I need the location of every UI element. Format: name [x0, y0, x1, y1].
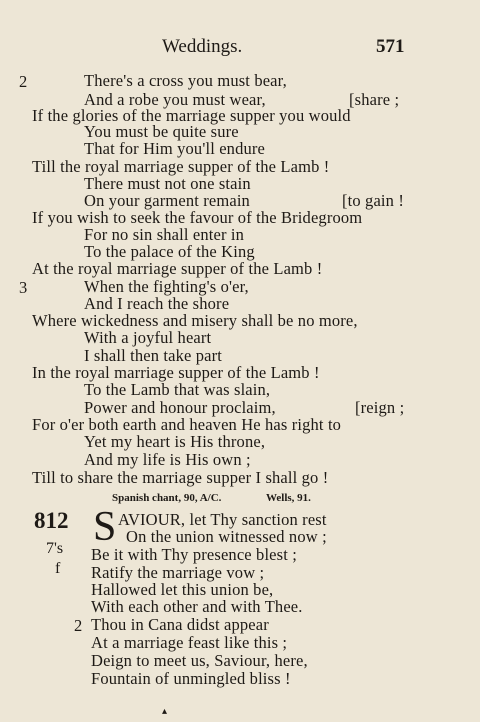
hymn-line: At the royal marriage supper of the Lamb ! [32, 259, 323, 278]
hymn-line-turnover: [to gain ! [342, 191, 404, 210]
hymn-line: Till to share the marriage supper I shall go ! [32, 468, 329, 487]
hymn-number: 812 [34, 508, 69, 533]
hymn-line: With each other and with Thee. [91, 597, 303, 616]
verse-number: 3 [19, 278, 28, 297]
running-header-title: Weddings. [162, 36, 243, 57]
hymn-line: You must be quite sure [84, 122, 239, 141]
hymn-line: With a joyful heart [84, 328, 212, 347]
hymn-line: Hallowed let this union be, [91, 580, 274, 599]
hymn-line: AVIOUR, let Thy sanction rest [118, 510, 327, 529]
hymn-line: And my life is His own ; [84, 450, 251, 469]
hymn-line: And a robe you must wear, [84, 90, 266, 109]
hymn-line: On the union witnessed now ; [126, 527, 327, 546]
tune-source: Wells, 91. [266, 492, 311, 504]
hymn-line: Power and honour proclaim, [84, 398, 276, 417]
tune-info: Spanish chant, 90, A/C. [112, 492, 222, 504]
hymn-line: There's a cross you must bear, [84, 71, 287, 90]
hymn-line: For o'er both earth and heaven He has right to [32, 415, 342, 434]
hymn-line: Fountain of unmingled bliss ! [91, 669, 291, 688]
hymn-line: Where wickedness and misery shall be no more, [32, 311, 358, 330]
hymn-line: That for Him you'll endure [84, 139, 265, 158]
dynamic-marking: f [55, 560, 61, 577]
hymn-line: Till the royal marriage supper of the Lamb ! [32, 157, 330, 176]
verse-number: 2 [74, 616, 83, 635]
hymn-line: If the glories of the marriage supper you would [32, 106, 351, 125]
hymn-line: At a marriage feast like this ; [91, 633, 288, 652]
hymn-line: Ratify the marriage vow ; [91, 563, 265, 582]
hymn-line: There must not one stain [84, 174, 251, 193]
verse-number: 2 [19, 72, 28, 91]
hymn-line: To the palace of the King [84, 242, 255, 261]
drop-cap: S [93, 504, 117, 550]
page-mark: ▴ [162, 706, 168, 717]
hymn-line: Deign to meet us, Saviour, here, [91, 651, 308, 670]
hymn-line: On your garment remain [84, 191, 250, 210]
hymn-line: If you wish to seek the favour of the Bridegroom [32, 208, 363, 227]
page-number: 571 [376, 36, 405, 57]
hymn-line: And I reach the shore [84, 294, 230, 313]
hymn-line: I shall then take part [84, 346, 222, 365]
hymn-line: In the royal marriage supper of the Lamb ! [32, 363, 320, 382]
hymn-line: To the Lamb that was slain, [84, 380, 271, 399]
meter-label: 7's [46, 540, 64, 557]
hymn-line: Be it with Thy presence blest ; [91, 545, 297, 564]
hymn-line-turnover: [share ; [349, 90, 400, 109]
hymn-line: Thou in Cana didst appear [91, 615, 269, 634]
hymn-line-turnover: [reign ; [355, 398, 405, 417]
hymn-line: For no sin shall enter in [84, 225, 245, 244]
hymn-line: When the fighting's o'er, [84, 277, 249, 296]
hymn-line: Yet my heart is His throne, [84, 432, 266, 451]
